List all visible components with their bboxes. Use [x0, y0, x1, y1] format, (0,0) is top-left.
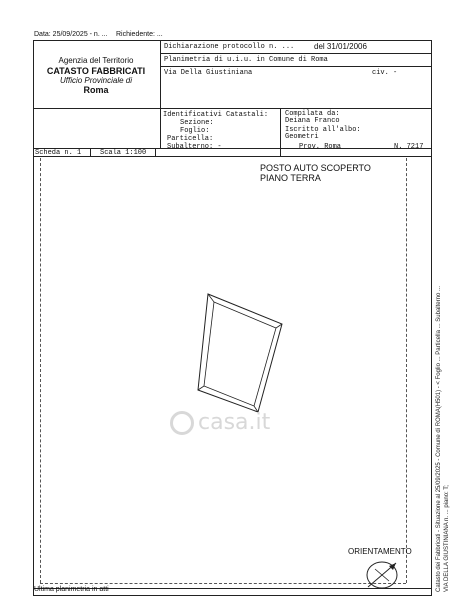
section-label: Sezione:	[180, 119, 214, 127]
plan-label: Planimetria di u.i.u. in Comune di Roma	[164, 56, 328, 64]
civic-number: civ. -	[372, 69, 398, 77]
address: Via Della Giustiniana	[164, 69, 253, 77]
plan-floor: PIANO TERRA	[260, 173, 321, 183]
parking-space-plan	[180, 290, 290, 420]
drawing-border-right	[406, 158, 407, 583]
north-arrow-icon	[362, 557, 404, 591]
footer-note: Ultima planimetria in atti	[34, 586, 109, 593]
agency-block	[36, 56, 156, 95]
drawing-border-bottom	[40, 583, 406, 584]
register-label: Iscritto all'albo:	[285, 126, 361, 134]
cadastral-title: Identificativi Catastali:	[163, 111, 269, 119]
office-city: Roma	[83, 85, 109, 95]
scheda-label: Scheda n. 1	[35, 149, 82, 157]
scale-label: Scala 1:100	[100, 149, 147, 157]
requester-label: Richiedente: ...	[116, 31, 163, 38]
agency-name: Agenzia del Territorio	[58, 56, 134, 65]
watermark: casa.it	[170, 410, 270, 435]
watermark-logo-icon	[170, 411, 194, 435]
declaration-date: del 31/01/2006	[314, 42, 367, 51]
province: Prov. Roma	[299, 143, 342, 151]
side-note-line1: Catasto dei Fabbricati - Situazione al 25/09/2025 - Comune di ROMA(H501) - < Foglio ... Particella ... Subalterno ...	[436, 286, 442, 592]
compiled-by-label: Compilata da:	[285, 110, 340, 118]
sheet-label: Foglio:	[180, 127, 210, 135]
register-number: N. 7217	[394, 143, 424, 151]
parcel-label: Particella:	[167, 135, 214, 143]
subalterno-label: Subalterno: -	[167, 143, 222, 151]
print-date: Data: 25/09/2025 - n. ...	[34, 31, 108, 38]
compiler-name: Deiana Franco	[285, 117, 340, 125]
catasto-title: CATASTO FABBRICATI	[46, 66, 146, 76]
office-label: Ufficio Provinciale di	[59, 76, 133, 85]
plan-title: POSTO AUTO SCOPERTO	[260, 163, 371, 173]
protocol-label: Dichiarazione protocollo n. ...	[164, 43, 295, 51]
drawing-border-left	[40, 158, 41, 583]
orientation-label: ORIENTAMENTO	[348, 547, 412, 556]
profession: Geometri	[285, 133, 319, 141]
side-note-line2: VIA DELLA GIUSTINIANA n. ... piano: T;	[444, 485, 450, 592]
